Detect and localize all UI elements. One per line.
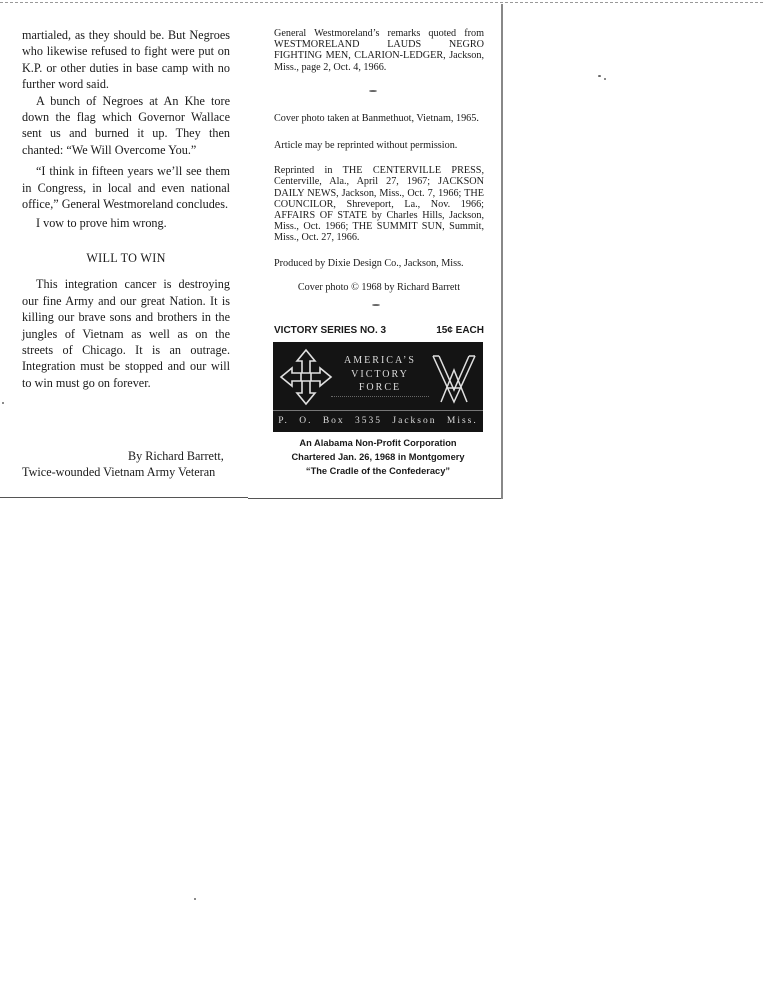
paragraph-5: This integration cancer is destroying our fine Army and our great Nation. It is killing our brave sons and brothers in the jungles of Vietnam as well as on the streets of Chicago. It is an outrage. Integration must be stopped and our will to win must go on forever. <box>22 277 230 390</box>
victory-force-banner <box>273 342 483 432</box>
four-arrows-icon <box>279 348 333 406</box>
corporation-block <box>262 436 494 479</box>
series-price: 15¢ EACH <box>436 325 484 336</box>
cover-photo-note: Cover photo taken at Banmethuot, Vietnam, 1965. <box>274 112 479 124</box>
scan-speck <box>194 898 196 900</box>
banner-line-2: VICTORY <box>351 368 409 380</box>
banner-subtitle-rule <box>331 396 429 407</box>
source-note: General Westmoreland’s remarks quoted from WESTMORELAND LAUDS NEGRO FIGHTING MEN, CLARION-LEDGER, Jackson, Miss., page 2, Oct. 4, 1966. <box>274 28 484 73</box>
reprinted-in: Reprinted in THE CENTERVILLE PRESS, Centerville, Ala., April 27, 1967; JACKSON DAILY NEWS, Jackson, Miss., Oct. 7, 1966; THE COUNCILOR, Shreveport, La., Nov. 1966; AFFAIRS OF STATE by Charles Hills, Jackson, Miss., Oct. 1966; THE SUMMIT SUN, Summit, Miss., Oct. 27, 1966. <box>274 165 484 244</box>
byline-name: By Richard Barrett, <box>128 449 224 463</box>
top-edge-dashes <box>0 2 763 3</box>
series-name: VICTORY SERIES NO. 3 <box>274 325 387 336</box>
scan-speck <box>372 304 380 306</box>
paragraph-4: I vow to prove him wrong. <box>36 216 167 231</box>
right-fold-line <box>501 4 503 499</box>
corporation-line-1: An Alabama Non-Profit Corporation <box>299 438 457 448</box>
corporation-line-3: “The Cradle of the Confederacy” <box>305 466 451 477</box>
series-line <box>274 325 484 336</box>
reprint-permission: Article may be reprinted without permission. <box>274 140 458 152</box>
byline-title: Twice-wounded Vietnam Army Veteran <box>22 465 216 479</box>
va-monogram-icon <box>431 348 477 406</box>
scan-speck <box>369 90 377 92</box>
scan-speck <box>2 402 4 404</box>
banner-line-3: FORCE <box>358 382 402 393</box>
scan-speck <box>604 78 606 80</box>
copyright-line: Cover photo © 1968 by Richard Barrett <box>297 281 461 293</box>
banner-title <box>331 354 429 395</box>
paragraph-3: “I think in fifteen years we’ll see them in Congress, in local and even national office,” General Westmoreland concludes. <box>22 164 230 212</box>
paragraph-2: A bunch of Negroes at An Khe tore down the flag which Governor Wallace sent us and burned it up. They then chanted: “We Will Overcome You.” <box>22 93 230 157</box>
scan-speck <box>598 75 601 77</box>
bottom-rule-right <box>248 498 503 499</box>
banner-address: P. O. Box 3535 Jackson Miss. <box>273 410 483 432</box>
left-column <box>22 27 230 391</box>
corporation-line-2: Chartered Jan. 26, 1968 in Montgomery <box>291 452 465 463</box>
section-heading: WILL TO WIN <box>86 250 166 265</box>
right-column <box>274 28 484 293</box>
banner-line-1: AMERICA’S <box>344 355 416 366</box>
bottom-rule-left <box>0 497 248 498</box>
paragraph-1: martialed, as they should be. But Negroes who likewise refused to fight were put on K.P. or other duties in base camp with no further word said. <box>22 28 230 92</box>
produced-by: Produced by Dixie Design Co., Jackson, Miss. <box>274 257 464 269</box>
